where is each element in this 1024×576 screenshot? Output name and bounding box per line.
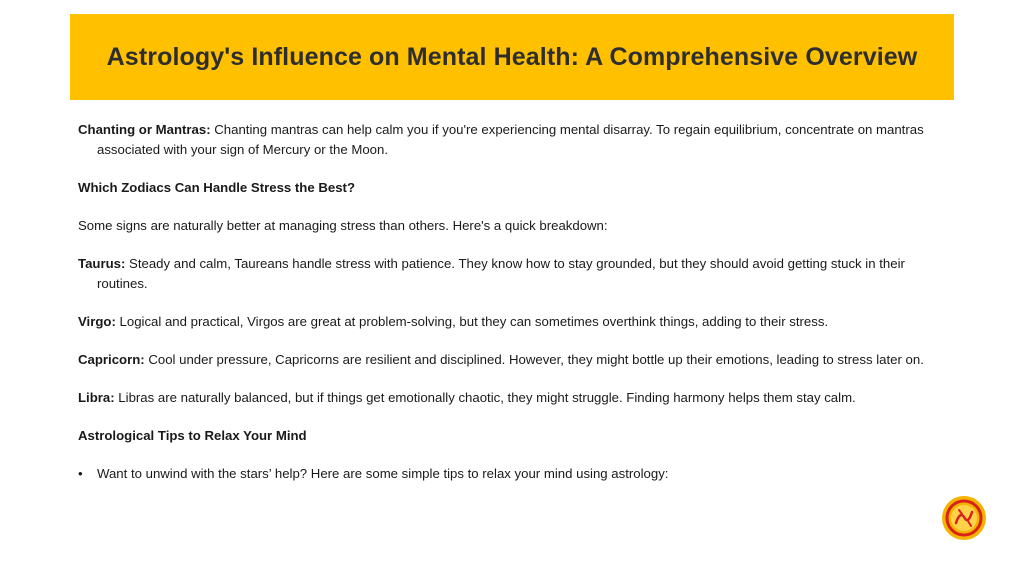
paragraph-taurus: [78, 254, 948, 294]
text-libra: Libras are naturally balanced, but if things get emotionally chaotic, they might struggle. Finding harmony helps them stay calm.: [114, 390, 856, 405]
heading-stress: Which Zodiacs Can Handle Stress the Best?: [78, 180, 355, 195]
text-capricorn: Cool under pressure, Capricorns are resilient and disciplined. However, they might bottle up their emotions, leading to stress later on.: [144, 352, 924, 367]
astrology-emblem-svg: [941, 495, 987, 541]
text-chanting: Chanting mantras can help calm you if you're experiencing mental disarray. To regain equilibrium, concentrate on mantras associated with your sign of Mercury or the Moon.: [97, 122, 924, 157]
label-chanting: Chanting or Mantras:: [78, 122, 211, 137]
text-taurus: Steady and calm, Taureans handle stress with patience. They know how to stay grounded, but they should avoid getting stuck in their routines.: [97, 256, 905, 291]
label-libra: Libra:: [78, 390, 115, 405]
intro-text: Some signs are naturally better at managing stress than others. Here's a quick breakdown:: [78, 218, 608, 233]
bullet-marker: •: [78, 466, 83, 481]
paragraph-virgo: [78, 312, 948, 332]
bullet-item: [78, 464, 948, 484]
paragraph-chanting: [78, 120, 948, 160]
paragraph-libra: [78, 388, 948, 408]
content-body: [78, 120, 948, 484]
label-capricorn: Capricorn:: [78, 352, 145, 367]
astrology-emblem-icon: [941, 495, 987, 541]
label-virgo: Virgo:: [78, 314, 116, 329]
text-virgo: Logical and practical, Virgos are great at problem-solving, but they can sometimes overthink things, adding to their stress.: [115, 314, 829, 329]
bullet-text: Want to unwind with the stars’ help? Here are some simple tips to relax your mind using astrology:: [97, 466, 669, 481]
heading-tips: Astrological Tips to Relax Your Mind: [78, 428, 307, 443]
title-banner: [70, 14, 954, 100]
paragraph-capricorn: [78, 350, 948, 370]
label-taurus: Taurus:: [78, 256, 126, 271]
page-title: Astrology's Influence on Mental Health: A Comprehensive Overview: [106, 42, 918, 71]
